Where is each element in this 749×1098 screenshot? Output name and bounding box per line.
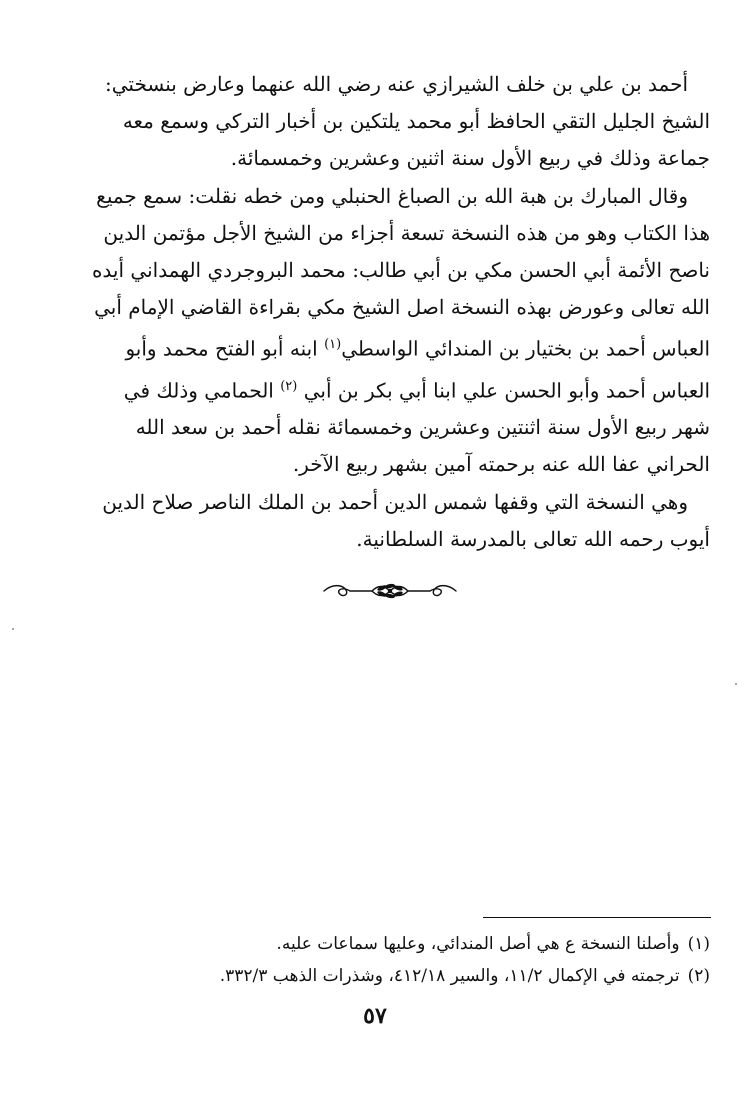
footnote-ref-1: (١): [324, 337, 342, 352]
paragraph-2-text-b: ابنه أبو الفتح محمد وأبو العباس أحمد وأبو الحسن علي ابنا أبي بكر بن أبي: [125, 336, 710, 403]
footnote-ref-2: (٢): [280, 378, 298, 394]
footnote-text: وأصلنا النسخة ع هي أصل المندائي، وعليها سماعات عليه.: [276, 934, 680, 954]
scan-speck: [735, 683, 737, 685]
footnote-number: (١): [687, 934, 710, 954]
paragraph-1: أحمد بن علي بن خلف الشيرازي عنه رضي الله عنهما وعارض بنسختي: الشيخ الجليل التقي الحافظ أبو محمد يلتكين بن أخبار التركي وسمع معه جماعة وذلك في ربيع الأول سنة اثنين وعشرين وخمسمائة.: [105, 72, 710, 170]
footnotes: [170, 928, 710, 992]
footnote-separator: [483, 917, 711, 918]
footnote-number: (٢): [687, 966, 710, 986]
floral-divider-icon: [320, 576, 460, 606]
paragraph-2-text-a: وقال المبارك بن هبة الله بن الصباغ الحنبلي ومن خطه نقلت: سمع جميع هذا الكتاب وهو من هذه النسخة تسعة أجزاء من الشيخ الأجل مؤتمن الدين ناصح الأئمة أبي الحسن مكي بن أبي طالب: محمد البروجردي الهمداني أيده الله تعالى وعورض بهذه النسخة اصل الشيخ مكي بقراءة القاضي الإمام أبي العباس أحمد بن بختيار بن المندائي الواسطي: [91, 184, 710, 361]
scan-speck: [12, 628, 14, 630]
footnote-text: ترجمته في الإكمال ١١/٢، والسير ٤١٢/١٨، وشذرات الذهب ٣٣٢/٣.: [219, 966, 680, 986]
footnote-2: [170, 960, 710, 992]
paragraph-3: وهي النسخة التي وقفها شمس الدين أحمد بن الملك الناصر صلاح الدين أيوب رحمه الله تعالى بالمدرسة السلطانية.: [102, 490, 710, 551]
footnote-1: [170, 928, 710, 960]
page-number: ٥٧: [363, 1003, 387, 1029]
paragraph-2: [85, 178, 710, 483]
paragraph-2-text-c: الحمامي وذلك في شهر ربيع الأول سنة اثنتين وعشرين وخمسمائة نقله أحمد بن سعد الله الحراني عفا الله عنه برحمته آمين بشهر ربيع الآخر.: [123, 378, 710, 477]
